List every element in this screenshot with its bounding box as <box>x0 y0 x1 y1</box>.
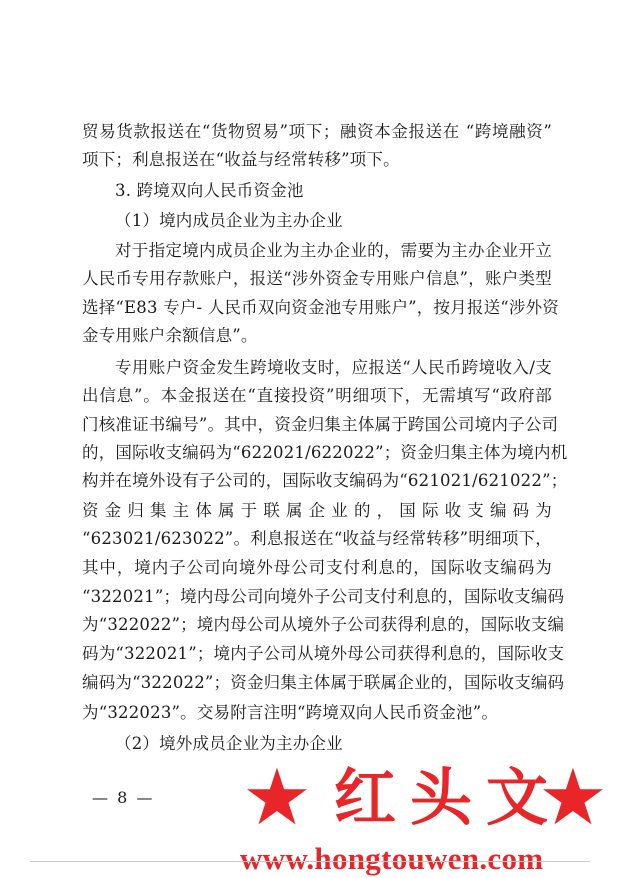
paragraph-first-line: 专用账户资金发生跨境收支时，应报送“人民币跨境收入/支 <box>115 358 552 377</box>
body-line: “322021”；境内母公司向境外子公司支付利息的，国际收支编码 <box>82 587 565 606</box>
body-line: 码为“322021”；境内子公司从境外母公司获得利息的，国际收支 <box>82 644 565 663</box>
body-line: 金专用账户余额信息”。 <box>82 326 258 345</box>
watermark-url: www.hongtouwen.com <box>240 841 544 876</box>
body-line: 为“322022”；境内母公司从境外子公司获得利息的，国际收支编 <box>82 615 565 634</box>
star-icon: ★ <box>538 753 608 843</box>
body-line: 选择“E83 专户- 人民币双向资金池专用账户”，按月报送“涉外资 <box>82 298 560 317</box>
body-line: “623021/623022”。利息报送在“收益与经常转移”明细项下， <box>82 529 552 548</box>
body-line: 构并在境外设有子公司的，国际收支编码为“621021/621022”； <box>82 471 568 490</box>
body-line: 其中，境内子公司向境外母公司支付利息的，国际收支编码为 <box>82 558 552 577</box>
body-line: 资 金 归 集 主 体 属 于 联 属 企 业 的 ， 国 际 收 支 编 码 为 <box>82 501 552 520</box>
footer-divider <box>30 861 590 862</box>
star-icon: ★ <box>242 753 312 843</box>
body-line: 出信息”。本金报送在“直接投资”明细项下，无需填写“政府部 <box>82 386 552 405</box>
watermark-title: 红头文 <box>334 761 563 834</box>
body-line: 为“322023”。交易附言注明“跨境双向人民币资金池”。 <box>82 703 499 722</box>
paragraph-first-line: 对于指定境内成员企业为主办企业的，需要为主办企业开立 <box>115 241 552 260</box>
watermark-banner <box>238 753 621 843</box>
body-line: 门核准证书编号”。其中，资金归集主体属于跨国公司境内子公司 <box>82 415 559 434</box>
body-line: 贸易货款报送在“货物贸易”项下；融资本金报送在 “跨境融资” <box>82 122 552 141</box>
subsection-heading: （1）境内成员企业为主办企业 <box>115 211 343 230</box>
body-line: 的，国际收支编码为“622021/622022”；资金归集主体为境内机 <box>82 443 568 462</box>
page-number: — 8 — <box>92 788 155 807</box>
body-line: 人民币专用存款账户，报送“涉外资金专用账户信息”，账户类型 <box>82 269 552 288</box>
subsection-heading: （2）境外成员企业为主办企业 <box>115 734 343 753</box>
body-line: 编码为“322022”；资金归集主体属于联属企业的，国际收支编码 <box>82 673 565 692</box>
watermark-logo <box>238 750 621 878</box>
section-heading: 3. 跨境双向人民币资金池 <box>115 181 304 200</box>
body-line: 项下；利息报送在“收益与经常转移”项下。 <box>82 150 400 169</box>
